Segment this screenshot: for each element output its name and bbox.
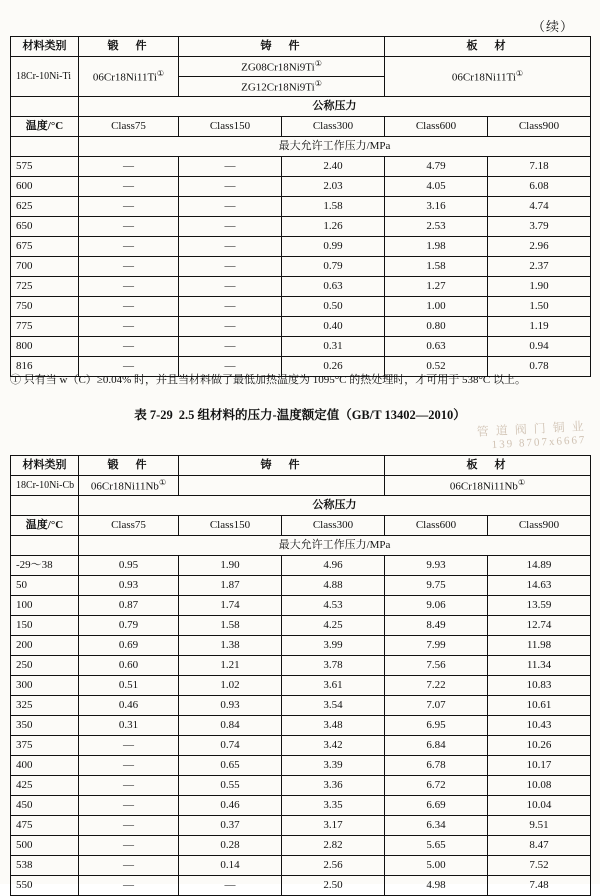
- table-row: [11, 756, 591, 776]
- table-row: [11, 157, 591, 177]
- table-row: [11, 776, 591, 796]
- value-cell: 1.50: [488, 297, 591, 317]
- forging-grade-sup: ①: [158, 477, 167, 487]
- value-cell: 7.99: [385, 636, 488, 656]
- value-cell: 14.89: [488, 556, 591, 576]
- col-header-forging: 锻 件: [79, 37, 179, 57]
- col-header-forging: 锻 件: [79, 456, 179, 476]
- value-cell: 0.78: [488, 357, 591, 377]
- value-cell: 1.58: [385, 257, 488, 277]
- spacer-cell-2: [11, 536, 79, 556]
- table-row: [11, 596, 591, 616]
- forging-grade-sup: ①: [156, 68, 165, 78]
- temperature-cell: 750: [11, 297, 79, 317]
- temperature-cell: 538: [11, 856, 79, 876]
- value-cell: 0.14: [179, 856, 282, 876]
- value-cell: 0.37: [179, 816, 282, 836]
- casting-grade-2: [179, 77, 385, 97]
- value-cell: 2.53: [385, 217, 488, 237]
- value-cell: —: [179, 217, 282, 237]
- value-cell: 4.96: [282, 556, 385, 576]
- value-cell: —: [79, 856, 179, 876]
- value-cell: 1.90: [488, 277, 591, 297]
- spacer-cell: [11, 97, 79, 117]
- col-header-casting: 铸 件: [179, 456, 385, 476]
- value-cell: —: [79, 776, 179, 796]
- value-cell: 4.79: [385, 157, 488, 177]
- temperature-cell: 325: [11, 696, 79, 716]
- value-cell: 0.40: [282, 317, 385, 337]
- value-cell: —: [79, 876, 179, 896]
- temperature-cell: 500: [11, 836, 79, 856]
- material-code: 18Cr-10Ni-Cb: [11, 476, 79, 496]
- value-cell: 0.69: [79, 636, 179, 656]
- temperature-cell: 50: [11, 576, 79, 596]
- watermark-line-1: 管 道 阀 门 铜 业: [476, 419, 587, 439]
- value-cell: 7.18: [488, 157, 591, 177]
- table-row: [11, 636, 591, 656]
- value-cell: 1.26: [282, 217, 385, 237]
- casting-grade-1-text: ZG08Cr18Ni9Ti: [241, 61, 315, 74]
- temperature-cell: 475: [11, 816, 79, 836]
- table-row: [11, 217, 591, 237]
- table-row: [11, 297, 591, 317]
- table-row-material-codes: [11, 57, 591, 77]
- watermark-line-2: 139 8707x6667: [491, 434, 587, 452]
- value-cell: 4.98: [385, 876, 488, 896]
- row-header-material: 材料类别: [11, 37, 79, 57]
- max-pressure-label: 最大允许工作压力/MPa: [79, 137, 591, 157]
- table-row-header-material: [11, 37, 591, 57]
- value-cell: 2.82: [282, 836, 385, 856]
- value-cell: 9.75: [385, 576, 488, 596]
- value-cell: 6.95: [385, 716, 488, 736]
- temperature-cell: 400: [11, 756, 79, 776]
- value-cell: 7.56: [385, 656, 488, 676]
- forging-grade: [79, 57, 179, 97]
- table-row: [11, 257, 591, 277]
- value-cell: 0.50: [282, 297, 385, 317]
- class-header-2: Class300: [282, 117, 385, 137]
- value-cell: 2.03: [282, 177, 385, 197]
- table-caption: [0, 405, 600, 423]
- value-cell: 0.46: [179, 796, 282, 816]
- value-cell: 5.65: [385, 836, 488, 856]
- value-cell: —: [79, 756, 179, 776]
- value-cell: 0.93: [179, 696, 282, 716]
- value-cell: 0.52: [385, 357, 488, 377]
- table-row: [11, 816, 591, 836]
- value-cell: 10.26: [488, 736, 591, 756]
- table-row-header-material: [11, 456, 591, 476]
- pressure-temperature-table-1: [10, 36, 591, 377]
- value-cell: 6.34: [385, 816, 488, 836]
- temperature-cell: 816: [11, 357, 79, 377]
- value-cell: —: [179, 197, 282, 217]
- value-cell: 3.17: [282, 816, 385, 836]
- plate-grade-text: 06Cr18Ni11Nb: [449, 480, 518, 493]
- value-cell: 1.00: [385, 297, 488, 317]
- table-row: [11, 736, 591, 756]
- temperature-cell: 450: [11, 796, 79, 816]
- temperature-cell: 650: [11, 217, 79, 237]
- table-row: [11, 317, 591, 337]
- value-cell: 0.80: [385, 317, 488, 337]
- value-cell: 10.43: [488, 716, 591, 736]
- temperature-cell: 100: [11, 596, 79, 616]
- value-cell: 0.60: [79, 656, 179, 676]
- table-row: [11, 696, 591, 716]
- class-header-3: Class600: [385, 117, 488, 137]
- value-cell: 0.51: [79, 676, 179, 696]
- col-header-plate: 板 材: [385, 37, 591, 57]
- value-cell: 1.58: [179, 616, 282, 636]
- value-cell: 3.39: [282, 756, 385, 776]
- plate-grade: [385, 57, 591, 97]
- value-cell: —: [79, 277, 179, 297]
- caption-number: 表 7-29: [134, 408, 173, 422]
- value-cell: 0.95: [79, 556, 179, 576]
- value-cell: 3.61: [282, 676, 385, 696]
- row-header-material: 材料类别: [11, 456, 79, 476]
- value-cell: 7.48: [488, 876, 591, 896]
- value-cell: 2.50: [282, 876, 385, 896]
- material-code: 18Cr-10Ni-Ti: [11, 57, 79, 97]
- value-cell: 6.78: [385, 756, 488, 776]
- temperature-cell: 300: [11, 676, 79, 696]
- nominal-pressure-header: 公称压力: [79, 496, 591, 516]
- value-cell: —: [179, 277, 282, 297]
- value-cell: 10.08: [488, 776, 591, 796]
- value-cell: 6.08: [488, 177, 591, 197]
- value-cell: 1.27: [385, 277, 488, 297]
- value-cell: 7.07: [385, 696, 488, 716]
- value-cell: 4.88: [282, 576, 385, 596]
- value-cell: 0.26: [282, 357, 385, 377]
- spacer-cell: [11, 496, 79, 516]
- casting-grade-2-sup: ①: [314, 78, 322, 88]
- continued-label: （续）: [531, 19, 574, 34]
- value-cell: 3.35: [282, 796, 385, 816]
- table-row-nominal-pressure: [11, 97, 591, 117]
- spacer-cell-2: [11, 137, 79, 157]
- value-cell: 13.59: [488, 596, 591, 616]
- value-cell: 2.56: [282, 856, 385, 876]
- value-cell: —: [79, 796, 179, 816]
- value-cell: 9.93: [385, 556, 488, 576]
- value-cell: 1.90: [179, 556, 282, 576]
- value-cell: 0.28: [179, 836, 282, 856]
- temperature-cell: 375: [11, 736, 79, 756]
- casting-grade-2-text: ZG12Cr18Ni9Ti: [241, 81, 315, 94]
- value-cell: 9.06: [385, 596, 488, 616]
- temperature-cell: 725: [11, 277, 79, 297]
- max-pressure-label: 最大允许工作压力/MPa: [79, 536, 591, 556]
- footnote: ① 只有当 w（C）≥0.04% 时，并且当材料做了最低加热温度为 1095°C 的热处理时，才可用于 538°C 以上。: [10, 374, 526, 386]
- value-cell: 1.38: [179, 636, 282, 656]
- table-row: [11, 676, 591, 696]
- casting-grade-1: [179, 57, 385, 77]
- table-row: [11, 876, 591, 896]
- value-cell: 10.83: [488, 676, 591, 696]
- value-cell: 10.61: [488, 696, 591, 716]
- table-row: [11, 656, 591, 676]
- value-cell: 0.84: [179, 716, 282, 736]
- value-cell: 0.87: [79, 596, 179, 616]
- value-cell: 2.37: [488, 257, 591, 277]
- temperature-cell: -29～38: [11, 556, 79, 576]
- table-row-nominal-pressure: [11, 496, 591, 516]
- caption-text: 2.5 组材料的压力-温度额定值（GB/T 13402—2010）: [178, 408, 466, 422]
- value-cell: 0.93: [79, 576, 179, 596]
- value-cell: 6.72: [385, 776, 488, 796]
- value-cell: 0.94: [488, 337, 591, 357]
- value-cell: 0.79: [282, 257, 385, 277]
- plate-grade: [385, 476, 591, 496]
- class-header-1: Class150: [179, 117, 282, 137]
- table-row: [11, 576, 591, 596]
- value-cell: —: [79, 217, 179, 237]
- value-cell: 12.74: [488, 616, 591, 636]
- value-cell: 10.04: [488, 796, 591, 816]
- value-cell: 2.40: [282, 157, 385, 177]
- value-cell: 9.51: [488, 816, 591, 836]
- value-cell: 4.25: [282, 616, 385, 636]
- temperature-cell: 200: [11, 636, 79, 656]
- table-row: [11, 716, 591, 736]
- casting-grade-empty: [179, 476, 385, 496]
- table-row: [11, 556, 591, 576]
- value-cell: —: [79, 197, 179, 217]
- table-row-class-header: [11, 117, 591, 137]
- temperature-cell: 625: [11, 197, 79, 217]
- table-row: [11, 836, 591, 856]
- value-cell: —: [79, 736, 179, 756]
- value-cell: 5.00: [385, 856, 488, 876]
- value-cell: —: [79, 237, 179, 257]
- temperature-cell: 150: [11, 616, 79, 636]
- value-cell: 7.22: [385, 676, 488, 696]
- value-cell: —: [79, 157, 179, 177]
- value-cell: 14.63: [488, 576, 591, 596]
- temperature-cell: 350: [11, 716, 79, 736]
- table-row: [11, 796, 591, 816]
- value-cell: 11.98: [488, 636, 591, 656]
- temperature-cell: 425: [11, 776, 79, 796]
- class-header-0: Class75: [79, 516, 179, 536]
- value-cell: 4.05: [385, 177, 488, 197]
- value-cell: 3.54: [282, 696, 385, 716]
- class-header-0: Class75: [79, 117, 179, 137]
- table-row: [11, 616, 591, 636]
- value-cell: —: [79, 317, 179, 337]
- value-cell: 3.42: [282, 736, 385, 756]
- forging-grade-text: 06Cr18Ni11Nb: [90, 480, 159, 493]
- value-cell: 3.99: [282, 636, 385, 656]
- value-cell: —: [79, 297, 179, 317]
- nominal-pressure-header: 公称压力: [79, 97, 591, 117]
- value-cell: 1.87: [179, 576, 282, 596]
- value-cell: 0.31: [79, 716, 179, 736]
- table-row-class-header: [11, 516, 591, 536]
- table-row-material-codes: [11, 476, 591, 496]
- value-cell: 3.48: [282, 716, 385, 736]
- value-cell: —: [179, 876, 282, 896]
- table-row: [11, 237, 591, 257]
- value-cell: —: [179, 157, 282, 177]
- class-header-1: Class150: [179, 516, 282, 536]
- value-cell: 11.34: [488, 656, 591, 676]
- temperature-cell: 250: [11, 656, 79, 676]
- temperature-cell: 575: [11, 157, 79, 177]
- table-row: [11, 197, 591, 217]
- value-cell: 10.17: [488, 756, 591, 776]
- value-cell: —: [179, 297, 282, 317]
- pressure-temperature-table-2: [10, 455, 591, 896]
- value-cell: 1.58: [282, 197, 385, 217]
- value-cell: —: [179, 237, 282, 257]
- value-cell: 0.46: [79, 696, 179, 716]
- table-row: [11, 856, 591, 876]
- temperature-cell: 550: [11, 876, 79, 896]
- col-header-plate: 板 材: [385, 456, 591, 476]
- value-cell: 7.52: [488, 856, 591, 876]
- value-cell: 3.79: [488, 217, 591, 237]
- plate-grade-sup: ①: [517, 477, 526, 487]
- value-cell: 6.84: [385, 736, 488, 756]
- value-cell: 1.21: [179, 656, 282, 676]
- value-cell: 0.55: [179, 776, 282, 796]
- value-cell: 0.63: [282, 277, 385, 297]
- value-cell: 3.16: [385, 197, 488, 217]
- value-cell: —: [179, 257, 282, 277]
- value-cell: 0.31: [282, 337, 385, 357]
- value-cell: —: [179, 317, 282, 337]
- forging-grade: [79, 476, 179, 496]
- value-cell: —: [179, 177, 282, 197]
- casting-grade-1-sup: ①: [314, 58, 322, 68]
- value-cell: —: [79, 337, 179, 357]
- temperature-header: 温度/°C: [11, 516, 79, 536]
- class-header-4: Class900: [488, 117, 591, 137]
- temperature-cell: 800: [11, 337, 79, 357]
- value-cell: —: [79, 816, 179, 836]
- value-cell: 0.63: [385, 337, 488, 357]
- value-cell: 0.99: [282, 237, 385, 257]
- temperature-cell: 700: [11, 257, 79, 277]
- value-cell: —: [79, 177, 179, 197]
- plate-grade-text: 06Cr18Ni11Ti: [451, 71, 516, 84]
- value-cell: 0.74: [179, 736, 282, 756]
- table-row: [11, 277, 591, 297]
- table-row: [11, 337, 591, 357]
- value-cell: —: [79, 836, 179, 856]
- value-cell: —: [179, 337, 282, 357]
- value-cell: 1.19: [488, 317, 591, 337]
- temperature-cell: 600: [11, 177, 79, 197]
- table-row-max-pressure-label: [11, 536, 591, 556]
- value-cell: 8.49: [385, 616, 488, 636]
- value-cell: 6.69: [385, 796, 488, 816]
- value-cell: —: [79, 357, 179, 377]
- class-header-2: Class300: [282, 516, 385, 536]
- value-cell: 1.74: [179, 596, 282, 616]
- table-row-max-pressure-label: [11, 137, 591, 157]
- temperature-cell: 775: [11, 317, 79, 337]
- class-header-3: Class600: [385, 516, 488, 536]
- class-header-4: Class900: [488, 516, 591, 536]
- value-cell: —: [179, 357, 282, 377]
- value-cell: 3.78: [282, 656, 385, 676]
- temperature-cell: 675: [11, 237, 79, 257]
- value-cell: —: [79, 257, 179, 277]
- value-cell: 0.65: [179, 756, 282, 776]
- col-header-casting: 铸 件: [179, 37, 385, 57]
- value-cell: 2.96: [488, 237, 591, 257]
- value-cell: 4.53: [282, 596, 385, 616]
- plate-grade-sup: ①: [515, 68, 524, 78]
- table-row: [11, 177, 591, 197]
- value-cell: 0.79: [79, 616, 179, 636]
- temperature-header: 温度/°C: [11, 117, 79, 137]
- value-cell: 8.47: [488, 836, 591, 856]
- forging-grade-text: 06Cr18Ni11Ti: [92, 71, 157, 84]
- value-cell: 3.36: [282, 776, 385, 796]
- value-cell: 1.02: [179, 676, 282, 696]
- value-cell: 4.74: [488, 197, 591, 217]
- value-cell: 1.98: [385, 237, 488, 257]
